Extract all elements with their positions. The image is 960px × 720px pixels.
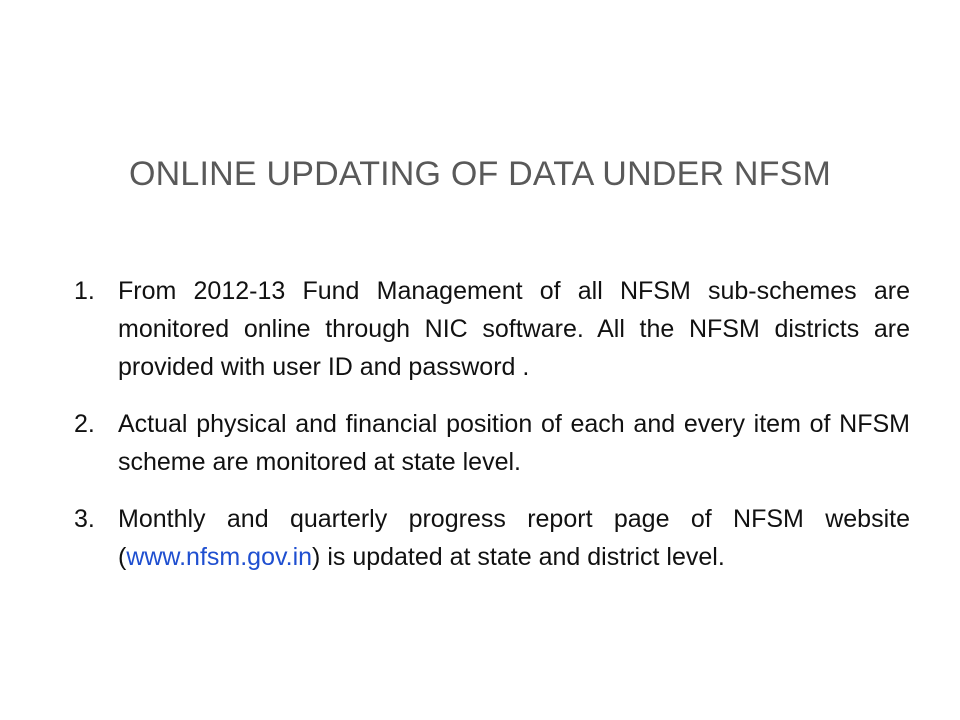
nfsm-website-link[interactable]: www.nfsm.gov.in (126, 543, 313, 571)
item-text-before: Monthly and quarterly progress report page of NFSM website ( (118, 505, 910, 571)
item-text: Actual physical and financial position of each and every item of NFSM scheme are monitored at state level. (118, 410, 910, 476)
item-number: 1. (74, 277, 95, 305)
list-item (74, 500, 910, 576)
item-text-after: ) is updated at state and district level. (312, 543, 725, 571)
item-number: 2. (74, 410, 95, 438)
item-number: 3. (74, 505, 95, 533)
list-item (74, 405, 910, 481)
list-item (74, 272, 910, 386)
item-text: From 2012-13 Fund Management of all NFSM sub-schemes are monitored online through NIC software. All the NFSM districts are provided with user ID and password . (118, 277, 910, 381)
bullet-list (74, 272, 910, 595)
slide-title: ONLINE UPDATING OF DATA UNDER NFSM (129, 155, 831, 193)
